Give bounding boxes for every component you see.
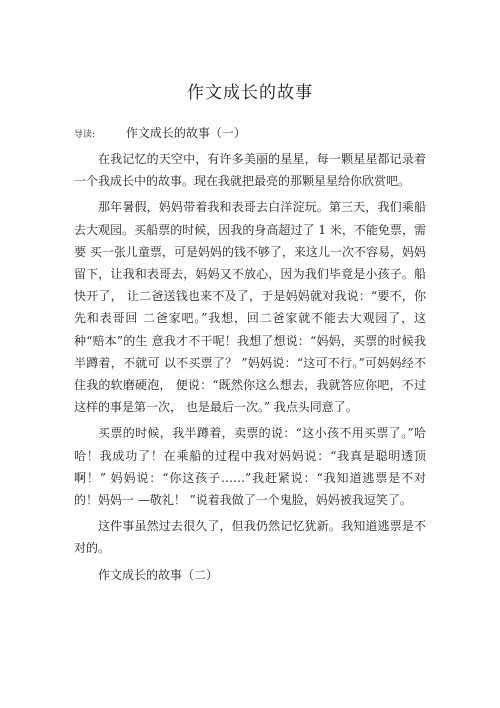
paragraph-intro: 在我记忆的天空中，有许多美丽的星星，每一颗星星都记录着一个我成长中的故事。现在我就把最亮的那颗星星给你欣赏吧。 <box>74 152 426 189</box>
guide-label: 导读: <box>74 130 96 140</box>
guide-text: 作文成长的故事（一） <box>125 126 246 140</box>
paragraph-buying-ticket: 买票的时候，我半蹲着，卖票的说：“这小孩不用买票了。”哈 哈！我成功了！在乘船的过程中我对妈妈说：“我真是聪明透顶啊！” 妈妈说：“你这孩子……”我赶紧说：“我知道逃票是不对的！妈妈一 —敬礼！ ”说着我做了一个鬼脸，妈妈被我逗笑了。 <box>74 426 426 508</box>
section-heading-two: 作文成长的故事（二） <box>98 567 219 582</box>
document-body <box>74 148 426 586</box>
document-title: 作文成长的故事 <box>187 83 313 103</box>
guide-row <box>74 124 434 141</box>
paragraph-summer-trip: 那年暑假，妈妈带着我和表哥去白洋淀玩。第三天，我们乘船 去大观园。买船票的时候，因我的身高超过了 1 米，不能免票，需要 买一张儿童票，可是妈妈的钱不够了，来这儿一次不容易，妈妈留下，让我和表哥去，妈妈又不放心，因为我们毕竟是小孩子。船快开了， 让二爸送钱也来不及了，于是妈妈就对我说：“要不，你先和表哥回 二爸家吧。”我想，回二爸家就不能去大观园了，这种“赔本”的生 意我才不干呢！我想了想说：“妈妈，买票的时候我半蹲着，不就可 以不买票了？ ”妈妈说：“这可不行。”可妈妈经不住我的软磨硬泡， 便说：“既然你这么想去，我就答应你吧，不过这样的事是第一次， 也是最后一次。” 我点头同意了。 <box>74 200 426 415</box>
paragraph-conclusion: 这件事虽然过去很久了，但我仍然记忆犹新。我知道逃票是不 对的。 <box>74 519 426 556</box>
